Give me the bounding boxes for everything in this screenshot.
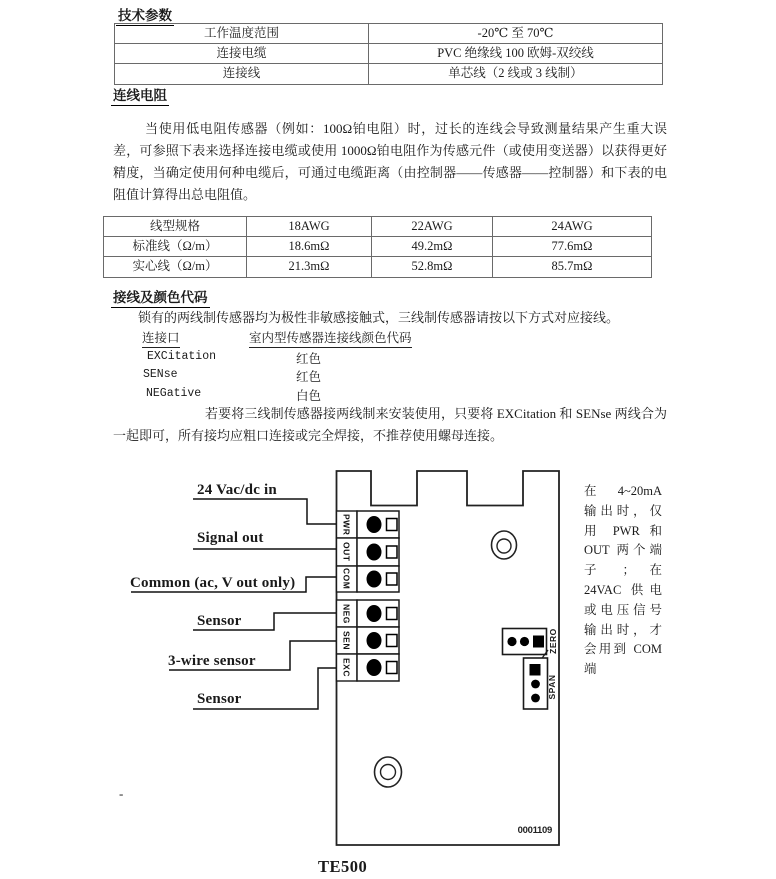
color-code-color: 白色 — [296, 389, 322, 403]
table-cell: 21.3mΩ — [247, 257, 372, 277]
color-code-col1-header: 连接口 — [142, 328, 180, 348]
table-cell: 49.2mΩ — [372, 237, 493, 257]
table-cell: -20℃ 至 70℃ — [369, 24, 663, 44]
side-note-line: 会用到 COM — [584, 642, 662, 657]
diagram-label-sensor-2: Sensor — [197, 691, 242, 707]
table-cell: 实心线（Ω/m） — [104, 257, 247, 277]
terminal-label-out: OUT — [341, 542, 352, 562]
color-code-color: 红色 — [296, 370, 322, 384]
color-code-color: 红色 — [296, 352, 322, 366]
table-row — [104, 257, 652, 277]
color-code-port: EXCitation — [147, 350, 217, 363]
diagram-label-common: Common (ac, V out only) — [130, 575, 296, 591]
diagram-label-signal-out: Signal out — [197, 530, 264, 546]
table-cell: 单芯线（2 线或 3 线制） — [369, 64, 663, 84]
table-cell: 52.8mΩ — [372, 257, 493, 277]
resistance-table — [103, 216, 652, 278]
side-note-line: OUT 两个端 — [584, 543, 662, 558]
table-header-cell: 22AWG — [372, 217, 493, 237]
terminal-label-sen: SEN — [341, 631, 352, 650]
span-jumper-label: SPAN — [547, 674, 557, 700]
side-note-line: 用 PWR 和 — [584, 523, 662, 538]
paragraph-wire-resistance: 当使用低电阻传感器（例如：100Ω铂电阻）时，过长的连线会导致测量结果产生重大误差，可参照下表来选择连接电缆或使用 1000Ω铂电阻作为传感元件（或使用变送器）以获得更好精度，当确定使用何种电缆后，可通过电缆距离（由控制器——传感器——控制器）和下表的电阻值计算得出总电阻值。 — [113, 121, 667, 202]
side-note-line: 输出时，才 — [584, 622, 662, 637]
side-note-line: 24VAC 供电 — [584, 582, 662, 597]
side-note-line: 子 ； 在 — [584, 563, 662, 578]
color-code-col2-header: 室内型传感器连接线颜色代码 — [249, 328, 412, 348]
table-row — [104, 217, 652, 237]
table-row — [115, 24, 663, 44]
diagram-label-sensor-1: Sensor — [197, 613, 242, 629]
table-header-cell: 24AWG — [493, 217, 652, 237]
terminal-label-neg: NEG — [341, 603, 352, 624]
diagram-label-24vac: 24 Vac/dc in — [197, 482, 277, 498]
heading-tech-params: 技术参数 — [116, 4, 174, 26]
table-row — [115, 64, 663, 84]
terminal-label-pwr: PWR — [341, 513, 352, 536]
heading-wiring-color: 接线及颜色代码 — [111, 286, 210, 308]
side-note-line: 在 4~20mA — [584, 484, 662, 498]
side-note — [584, 482, 662, 680]
table-cell: PVC 绝缘线 100 欧姆-双绞线 — [369, 44, 663, 64]
side-note-line: 或电压信号 — [584, 602, 662, 617]
table-cell: 连接线 — [115, 64, 369, 84]
table-header-cell: 线型规格 — [104, 217, 247, 237]
heading-wire-resistance: 连线电阻 — [111, 84, 169, 106]
table-row — [115, 44, 663, 64]
table-cell: 77.6mΩ — [493, 237, 652, 257]
specs-table — [114, 23, 663, 85]
table-header-cell: 18AWG — [247, 217, 372, 237]
table-row — [104, 237, 652, 257]
table-cell: 标准线（Ω/m） — [104, 237, 247, 257]
span-jumper — [524, 658, 548, 709]
terminal-label-com: COM — [341, 568, 352, 590]
color-code-port: NEGative — [146, 387, 202, 400]
side-note-line: 输出时，仅 — [584, 503, 662, 518]
board-code: 0001109 — [517, 825, 552, 836]
color-code-port: SENse — [143, 368, 178, 381]
stray-dash: - — [119, 786, 124, 801]
paragraph-three-wire: 若要将三线制传感器接两线制来安装使用，只要将 EXCitation 和 SENse 两线合为一起即可，所有接均应粗口连接或完全焊接，不推荐使用螺母连接。 — [113, 406, 667, 443]
diagram-label-3wire-sensor: 3-wire sensor — [168, 653, 256, 669]
table-cell: 工作温度范围 — [115, 24, 369, 44]
table-cell: 连接电缆 — [115, 44, 369, 64]
table-cell: 18.6mΩ — [247, 237, 372, 257]
zero-jumper-label: ZERO — [548, 628, 558, 654]
wire-24vac — [193, 499, 337, 524]
table-cell: 85.7mΩ — [493, 257, 652, 277]
side-note-line: 端 — [584, 662, 597, 677]
model-label: TE500 — [318, 857, 368, 876]
terminal-label-exc: EXC — [341, 658, 352, 677]
paragraph-two-wire: 锁有的两线制传感器均为极性非敏感接触式，三线制传感器请按以下方式对应接线。 — [138, 310, 620, 325]
